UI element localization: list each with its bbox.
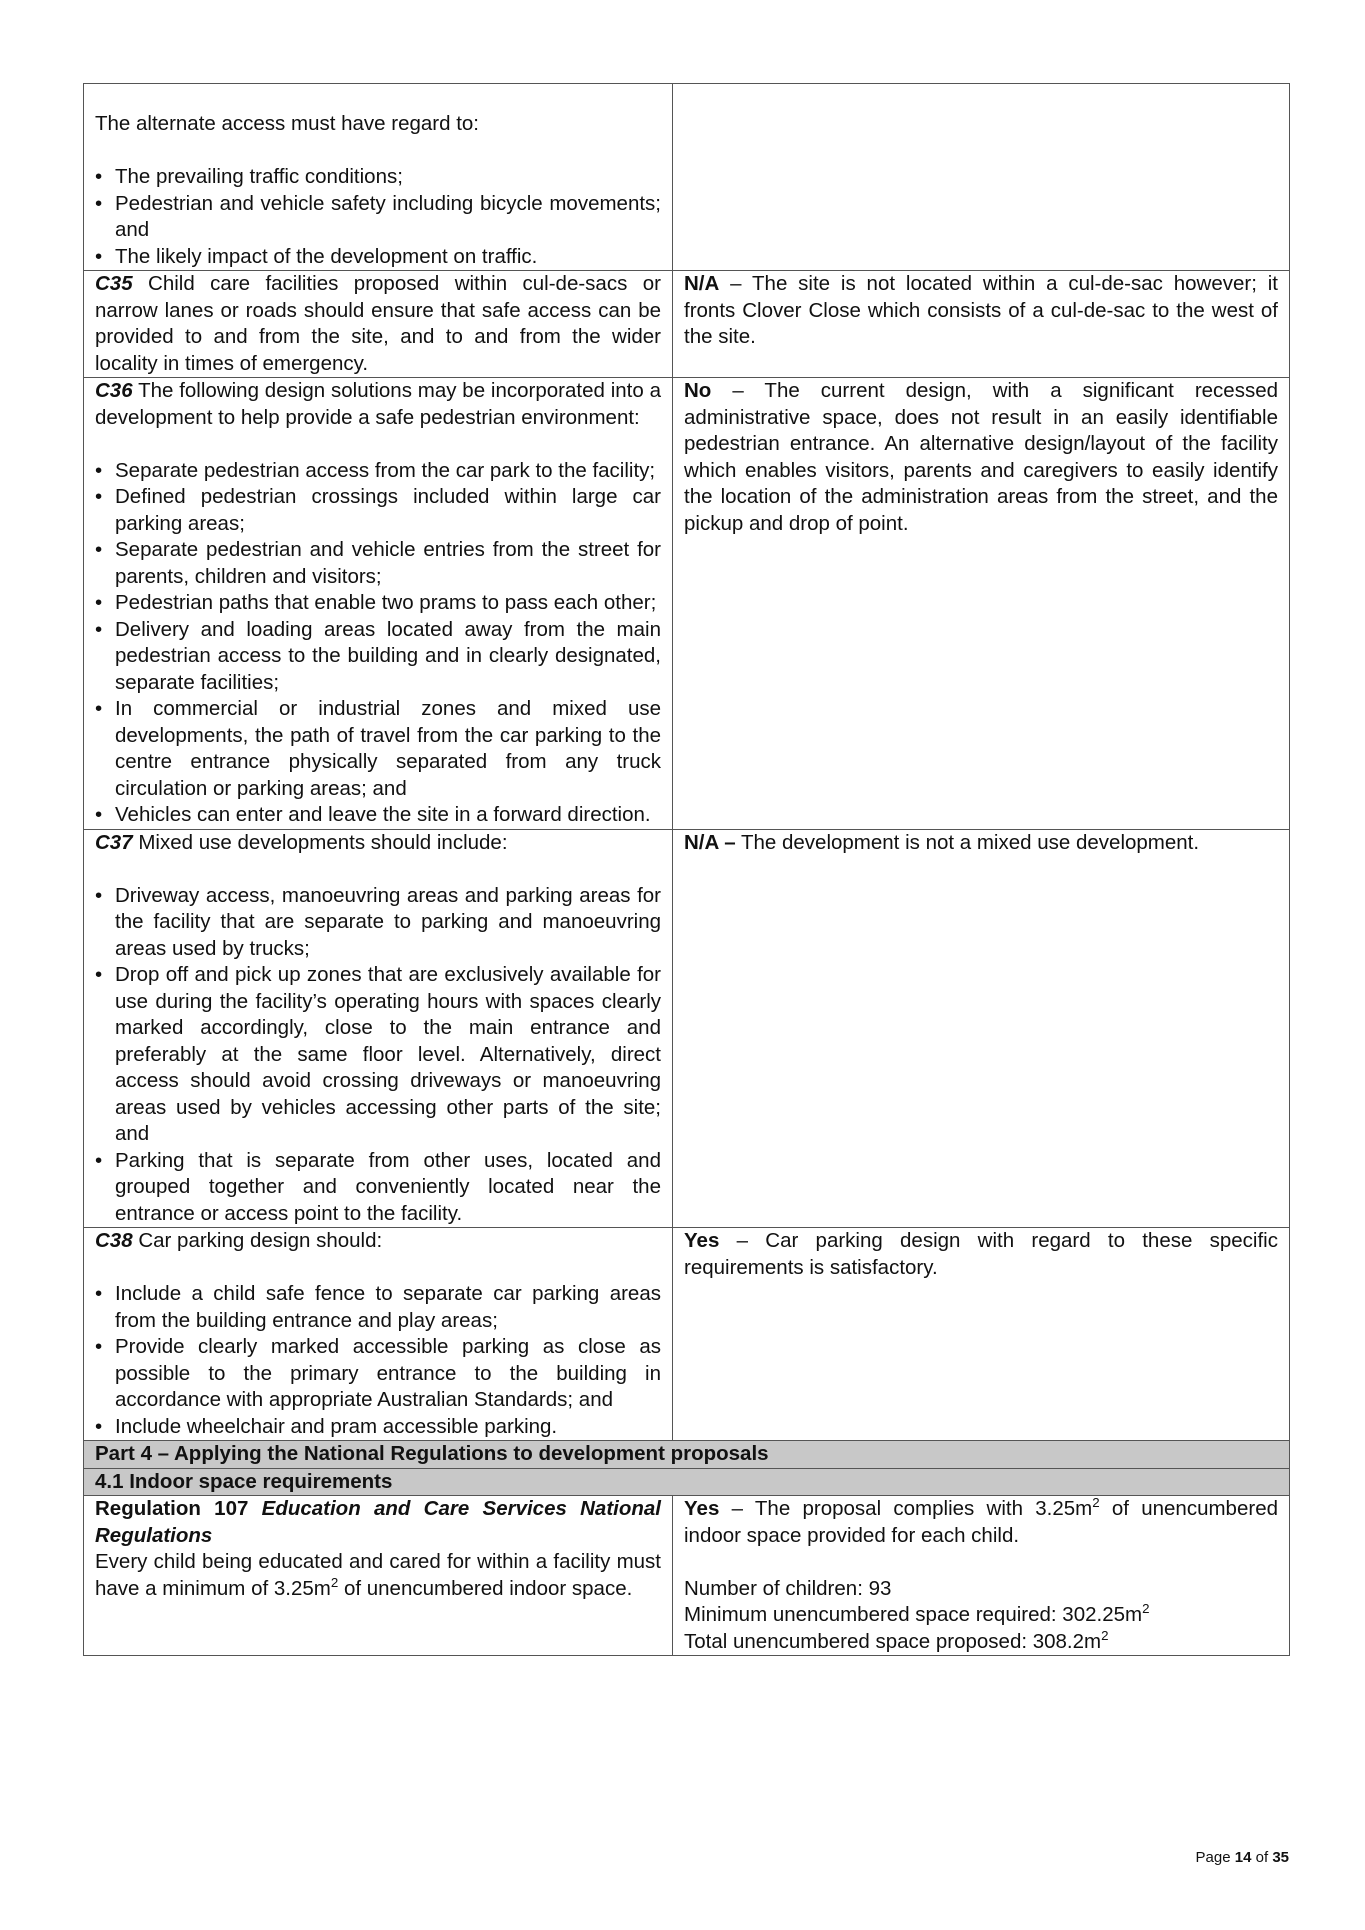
- list-item: • Separate pedestrian and vehicle entries from the street for parents, children and visitors;: [95, 537, 661, 590]
- list-item: • Provide clearly marked accessible parking as close as possible to the primary entrance to the building in accordance with appropriate Australian Standards; and: [95, 1334, 661, 1414]
- control-cell: [84, 829, 673, 1228]
- status-label: N/A –: [684, 830, 736, 854]
- table-row: [84, 829, 1290, 1228]
- c37-bullets: [95, 883, 661, 1228]
- control-text: Child care facilities proposed within cul-de-sacs or narrow lanes or roads should ensure that safe access can be provided to and from the site, and to and from the wider locality in times of emergency.: [95, 272, 661, 375]
- list-item: • Defined pedestrian crossings included within large car parking areas;: [95, 484, 661, 537]
- response-cell: [673, 829, 1290, 1228]
- response-cell: [673, 271, 1290, 378]
- part-4-heading: Part 4 – Applying the National Regulations to development proposals: [84, 1441, 1290, 1469]
- control-code: C35: [95, 272, 133, 295]
- list-item: • In commercial or industrial zones and mixed use developments, the path of travel from the car parking to the centre entrance physically separated from any truck circulation or parking areas; and: [95, 696, 661, 802]
- control-cell: [84, 1496, 673, 1656]
- alt-access-intro: The alternate access must have regard to:: [95, 112, 480, 135]
- response-text: – The proposal complies with $3.25m^2$ of unencumbered indoor space provided for each child.: [684, 1495, 1278, 1547]
- list-item: • The prevailing traffic conditions;: [95, 164, 661, 191]
- minimum-space-required: Minimum unencumbered space required: $302.25m^2$: [684, 1601, 1150, 1626]
- regulation-title: Regulation 107 Education and Care Services National Regulations: [95, 1497, 662, 1547]
- list-item: • Vehicles can enter and leave the site in a forward direction.: [95, 802, 661, 829]
- response-text: – The current design, with a significant recessed administrative space, does not result in an easily identifiable pedestrian entrance. An alternative design/layout of the facility which enables visitors, parents and caregivers to easily identify the location of the administration areas from the street, and the pickup and drop of point.: [684, 379, 1278, 535]
- regulation-text: Every child being educated and cared for within a facility must have a minimum of $3.25m^2$ of unencumbered indoor space.: [95, 1550, 661, 1600]
- control-code: C37: [95, 830, 133, 854]
- list-item: • Delivery and loading areas located away from the main pedestrian access to the building and in clearly designated, separate facilities;: [95, 617, 661, 697]
- control-cell: [84, 271, 673, 378]
- section-heading-row: [84, 1468, 1290, 1496]
- table-row: [84, 378, 1290, 830]
- number-of-children: Number of children: 93: [684, 1576, 892, 1600]
- table-row: [84, 84, 1290, 271]
- control-cell: [84, 1228, 673, 1441]
- status-label: N/A: [684, 272, 720, 295]
- control-code: C36: [95, 379, 133, 402]
- control-text: The following design solutions may be incorporated into a development to help provide a safe pedestrian environment:: [95, 379, 661, 429]
- list-item: • Pedestrian and vehicle safety including bicycle movements; and: [95, 191, 661, 244]
- list-item: • Pedestrian paths that enable two prams to pass each other;: [95, 590, 661, 617]
- list-item: • Parking that is separate from other uses, located and grouped together and conveniently located near the entrance or access point to the facility.: [95, 1148, 661, 1228]
- list-item: • Separate pedestrian access from the car park to the facility;: [95, 458, 661, 485]
- section-4-1-heading: 4.1 Indoor space requirements: [84, 1468, 1290, 1496]
- list-item: • Drop off and pick up zones that are exclusively available for use during the facility’s operating hours with spaces clearly marked accordingly, close to the main entrance and preferably at the same floor level. Alternatively, direct access should avoid crossing driveways or manoeuvring areas used by vehicles accessing other parts of the site; and: [95, 962, 661, 1148]
- list-item: • The likely impact of the development on traffic.: [95, 244, 661, 271]
- table-row: [84, 1228, 1290, 1441]
- table-row: [84, 1496, 1290, 1656]
- status-label: No: [684, 379, 712, 402]
- status-label: Yes: [684, 1497, 720, 1520]
- alt-access-bullets: [95, 164, 661, 270]
- response-cell: [673, 1496, 1290, 1656]
- response-cell: [673, 1228, 1290, 1441]
- response-text: – Car parking design with regard to these specific requirements is satisfactory.: [684, 1229, 1278, 1279]
- control-code: C38: [95, 1229, 133, 1252]
- control-text: Car parking design should:: [138, 1229, 383, 1252]
- section-heading-row: [84, 1441, 1290, 1469]
- response-text: – The site is not located within a cul-de-sac however; it fronts Clover Close which consists of a cul-de-sac to the west of the site.: [684, 272, 1278, 348]
- response-cell: [673, 84, 1290, 271]
- list-item: • Include a child safe fence to separate car parking areas from the building entrance and play areas;: [95, 1281, 661, 1334]
- control-text: Mixed use developments should include:: [138, 830, 508, 854]
- control-cell: [84, 378, 673, 830]
- page-number: Page 14 of 35: [1195, 1849, 1289, 1866]
- control-cell: [84, 84, 673, 271]
- response-text: The development is not a mixed use development.: [740, 830, 1200, 854]
- total-space-proposed: Total unencumbered space proposed: $308.2m^2$: [684, 1627, 1109, 1653]
- assessment-table: [83, 83, 1290, 1656]
- status-label: Yes: [684, 1229, 720, 1252]
- table-row: [84, 271, 1290, 378]
- c38-bullets: [95, 1281, 661, 1440]
- list-item: • Driveway access, manoeuvring areas and parking areas for the facility that are separate to parking and manoeuvring areas used by trucks;: [95, 883, 661, 963]
- c36-bullets: [95, 458, 661, 829]
- response-cell: [673, 378, 1290, 830]
- list-item: • Include wheelchair and pram accessible parking.: [95, 1414, 661, 1441]
